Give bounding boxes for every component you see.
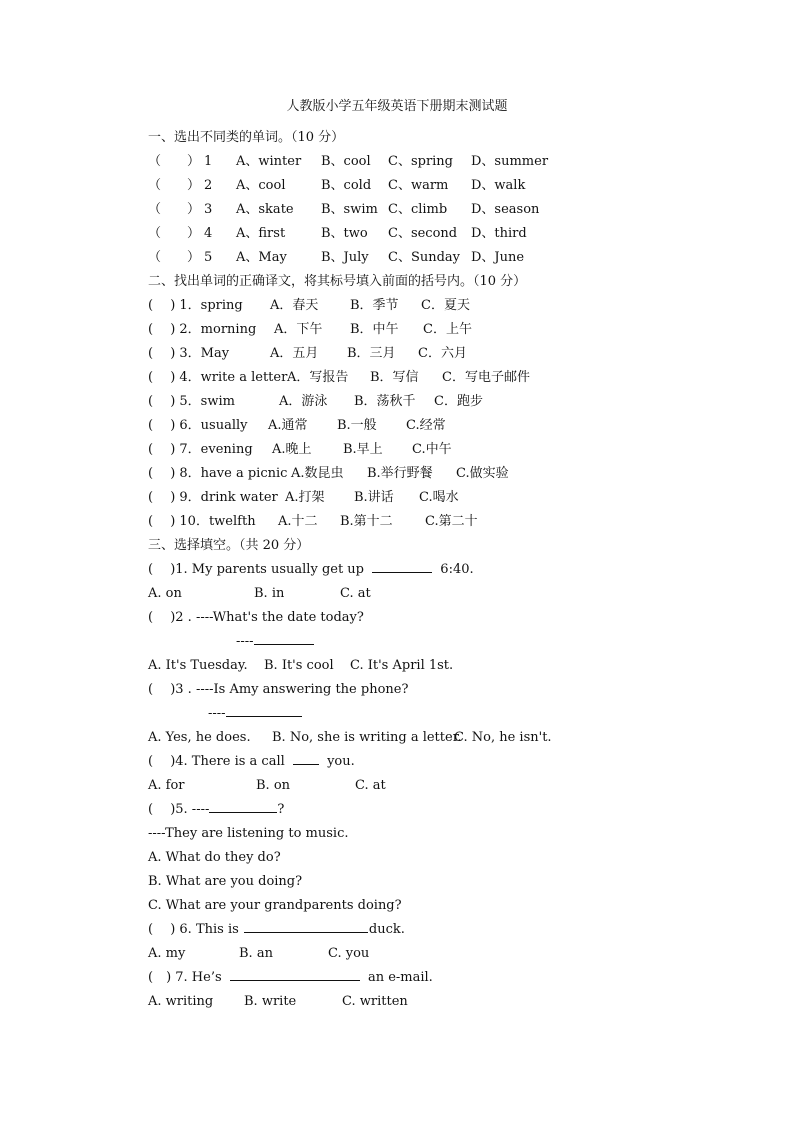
- option-c: C．夏天: [421, 298, 470, 313]
- option-c: C.经常: [406, 418, 446, 433]
- option-a: A.通常: [268, 418, 308, 433]
- question-4-stem: ( )4. There is a call: [148, 754, 285, 769]
- answer-blank[interactable]: [254, 630, 314, 645]
- question-4-stem-end: you.: [327, 754, 355, 769]
- question-7: [148, 966, 748, 990]
- option-b: B.讲话: [354, 490, 394, 505]
- option-b: B、swim: [321, 202, 378, 217]
- option-b: B. an: [239, 946, 273, 961]
- option-b: B. in: [254, 586, 285, 601]
- question-7-stem-end: an e-mail.: [367, 970, 433, 985]
- item-number: 3: [204, 202, 213, 217]
- option-a: A. It's Tuesday.: [148, 658, 248, 673]
- odd-one-out-row: [148, 174, 748, 198]
- question-7-options: [148, 990, 748, 1014]
- translation-row: [148, 510, 748, 534]
- option-b: B．三月: [347, 346, 396, 361]
- section1-heading: 一、选出不同类的单词。（10 分）: [148, 130, 345, 145]
- answer-prefix: ----: [236, 634, 254, 649]
- odd-one-out-row: [148, 150, 748, 174]
- answer-parens: （ ）: [148, 202, 201, 217]
- question-1-stem: ( )1. My parents usually get up: [148, 562, 365, 577]
- option-b: B．写信: [370, 370, 419, 385]
- question-5-reply: ----They are listening to music.: [148, 826, 349, 841]
- item-word: ( ) 4．write a letter: [148, 370, 288, 385]
- option-c: C、Sunday: [388, 250, 461, 265]
- option-b: B.早上: [343, 442, 383, 457]
- option-b: B．荡秋千: [354, 394, 416, 409]
- question-6-options: [148, 942, 748, 966]
- answer-blank[interactable]: [372, 558, 432, 573]
- option-b: B.第十二: [340, 514, 393, 529]
- option-a: A．写报告: [287, 370, 349, 385]
- option-c: C、spring: [388, 154, 454, 169]
- exam-content: [148, 126, 748, 1014]
- option-b: B、two: [321, 226, 368, 241]
- answer-parens: （ ）: [148, 250, 201, 265]
- question-2-answer-line: [148, 630, 748, 654]
- question-6-stem-end: duck.: [368, 922, 405, 937]
- page-title: 人教版小学五年级英语下册期末测试题: [286, 99, 508, 114]
- option-a: A．下午: [274, 322, 323, 337]
- answer-parens: （ ）: [148, 226, 201, 241]
- translation-row: [148, 294, 748, 318]
- option-a: A、winter: [236, 154, 302, 169]
- option-a: A.晚上: [272, 442, 312, 457]
- question-3-options: [148, 726, 748, 750]
- option-c: C. No, he isn't.: [454, 730, 552, 745]
- option-a: A. my: [148, 946, 186, 961]
- question-4-options: [148, 774, 748, 798]
- question-1-stem-end: 6:40.: [440, 562, 474, 577]
- option-c: C.第二十: [425, 514, 478, 529]
- item-number: 4: [204, 226, 213, 241]
- answer-blank[interactable]: [293, 750, 319, 765]
- translation-row: [148, 438, 748, 462]
- option-b: B．季节: [350, 298, 399, 313]
- option-a: A. on: [148, 586, 182, 601]
- question-3: ( )3 . ----Is Amy answering the phone?: [148, 682, 409, 697]
- option-a: A. What do they do?: [148, 850, 281, 865]
- translation-row: [148, 390, 748, 414]
- option-a: A. writing: [148, 994, 214, 1009]
- option-a: A. Yes, he does.: [148, 730, 251, 745]
- option-b: B.一般: [337, 418, 377, 433]
- odd-one-out-row: [148, 198, 748, 222]
- option-b: B、July: [321, 250, 369, 265]
- odd-one-out-row: [148, 246, 748, 270]
- option-b: B. write: [244, 994, 297, 1009]
- option-c: C.做实验: [456, 466, 509, 481]
- item-word: ( ) 8．have a picnic: [148, 466, 288, 481]
- option-c: C.喝水: [419, 490, 459, 505]
- answer-parens: （ ）: [148, 178, 201, 193]
- item-word: ( ) 5．swim: [148, 394, 235, 409]
- option-c: C．写电子邮件: [442, 370, 530, 385]
- item-word: ( ) 1．spring: [148, 298, 243, 313]
- option-b: B. on: [256, 778, 291, 793]
- item-word: ( ) 7．evening: [148, 442, 253, 457]
- option-c: C．上午: [423, 322, 472, 337]
- item-word: ( ) 2．morning: [148, 322, 257, 337]
- section3-heading: 三、选择填空。（共 20 分）: [148, 538, 310, 553]
- question-2-options: [148, 654, 748, 678]
- question-4: [148, 750, 748, 774]
- option-b: B．中午: [350, 322, 399, 337]
- option-a: A．春天: [270, 298, 319, 313]
- option-a: A．游泳: [279, 394, 328, 409]
- option-a: A.打架: [285, 490, 325, 505]
- question-5-stem-end: ?: [277, 802, 285, 817]
- item-word: ( ) 6．usually: [148, 418, 248, 433]
- question-3-answer-line: [148, 702, 748, 726]
- option-b: B、cold: [321, 178, 372, 193]
- question-5-stem: ( )5. ----: [148, 802, 210, 817]
- option-a: A、May: [236, 250, 287, 265]
- answer-blank[interactable]: [209, 798, 277, 813]
- question-7-stem: ( ) 7. He’s: [148, 970, 222, 985]
- question-5: [148, 798, 748, 822]
- option-d: D、season: [471, 202, 540, 217]
- option-c: C. It's April 1st.: [350, 658, 454, 673]
- option-a: A.十二: [278, 514, 318, 529]
- option-c: C. at: [355, 778, 386, 793]
- question-2: ( )2 . ----What's the date today?: [148, 610, 364, 625]
- item-number: 2: [204, 178, 213, 193]
- translation-row: [148, 462, 748, 486]
- translation-row: [148, 414, 748, 438]
- item-word: ( ) 9．drink water: [148, 490, 278, 505]
- option-c: C、second: [388, 226, 458, 241]
- question-6-stem: ( ) 6. This is: [148, 922, 239, 937]
- item-word: ( ) 3．May: [148, 346, 230, 361]
- option-b: B、cool: [321, 154, 371, 169]
- option-b: B. It's cool: [264, 658, 334, 673]
- option-b: B. What are you doing?: [148, 874, 303, 889]
- item-number: 5: [204, 250, 213, 265]
- option-c: C. written: [342, 994, 408, 1009]
- option-b: B. No, she is writing a letter.: [272, 730, 462, 745]
- answer-blank[interactable]: [226, 702, 302, 717]
- option-c: C.中午: [412, 442, 452, 457]
- option-c: C. What are your grandparents doing?: [148, 898, 402, 913]
- answer-blank[interactable]: [230, 966, 360, 981]
- translation-row: [148, 318, 748, 342]
- answer-parens: （ ）: [148, 154, 201, 169]
- option-d: D、third: [471, 226, 527, 241]
- item-number: 1: [204, 154, 213, 169]
- translation-row: [148, 486, 748, 510]
- option-a: A．五月: [270, 346, 319, 361]
- translation-row: [148, 366, 748, 390]
- answer-prefix: ----: [208, 706, 226, 721]
- option-a: A. for: [148, 778, 185, 793]
- question-1-options: [148, 582, 748, 606]
- item-word: ( ) 10．twelfth: [148, 514, 256, 529]
- option-a: A、cool: [236, 178, 286, 193]
- question-6: [148, 918, 748, 942]
- option-a: A、skate: [236, 202, 294, 217]
- option-c: C. you: [328, 946, 370, 961]
- odd-one-out-row: [148, 222, 748, 246]
- option-d: D、summer: [471, 154, 549, 169]
- option-c: C．跑步: [434, 394, 483, 409]
- option-a: A.数昆虫: [291, 466, 344, 481]
- section2-heading: 二、找出单词的正确译文，将其标号填入前面的括号内。（10 分）: [148, 274, 527, 289]
- option-b: B.举行野餐: [367, 466, 433, 481]
- option-c: C、warm: [388, 178, 449, 193]
- option-d: D、walk: [471, 178, 526, 193]
- answer-blank[interactable]: [244, 918, 368, 933]
- option-c: C．六月: [418, 346, 467, 361]
- option-c: C、climb: [388, 202, 448, 217]
- option-a: A、first: [236, 226, 286, 241]
- option-c: C. at: [340, 586, 371, 601]
- question-1: [148, 558, 748, 582]
- translation-row: [148, 342, 748, 366]
- option-d: D、June: [471, 250, 525, 265]
